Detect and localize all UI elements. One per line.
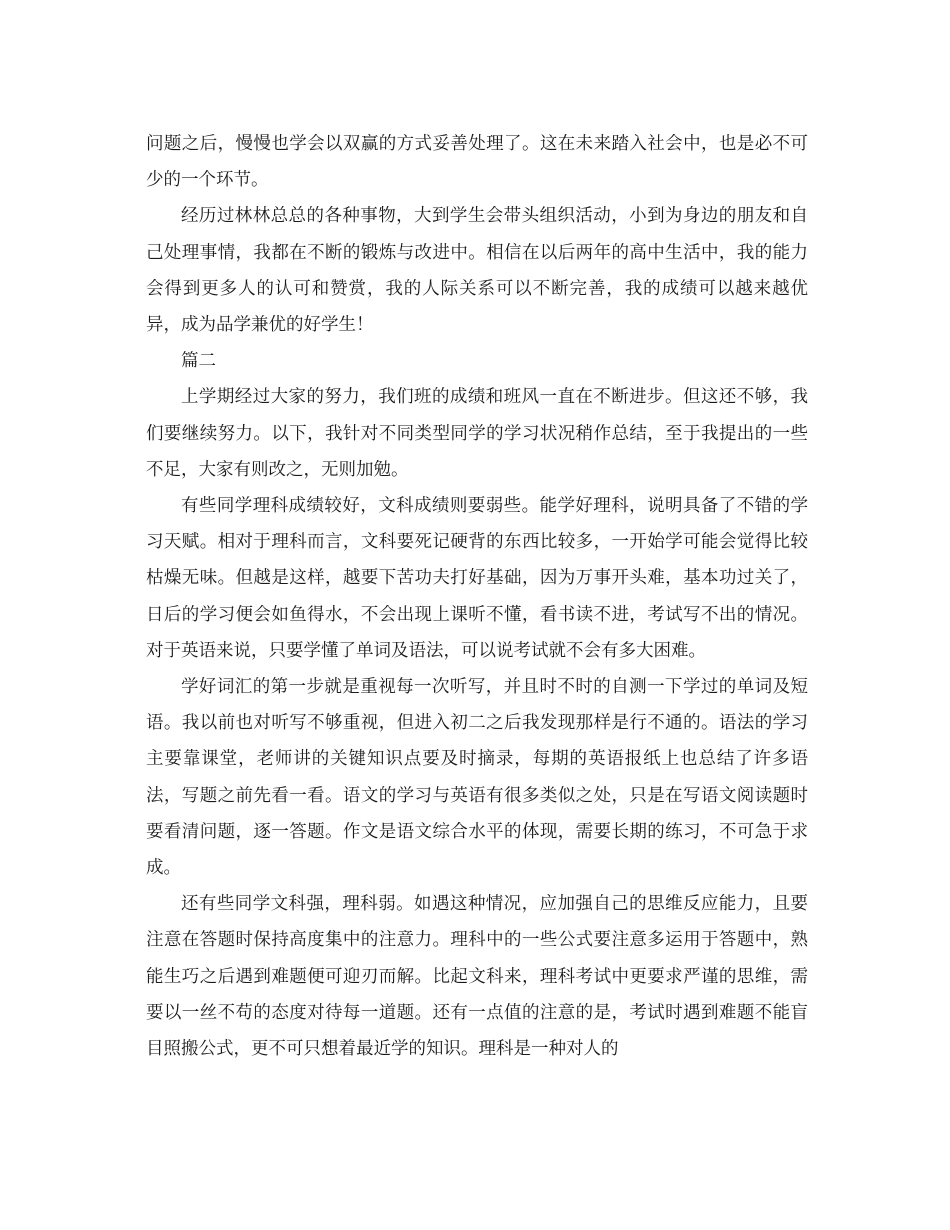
paragraph-science-strong: 有些同学理科成绩较好，文科成绩则要弱些。能学好理科，说明具备了不错的学习天赋。相对于理科而言，文科要死记硬背的东西比较多，一开始学可能会觉得比较枯燥无味。但越是这样，越要下苦功夫打好基础，因为万事开头难，基本功过关了，日后的学习便会如鱼得水，不会出现上课听不懂，看书读不进，考试写不出的情况。对于英语来说，只要学懂了单词及语法，可以说考试就不会有多大困难。	[146, 496, 808, 661]
paragraph-intro: 上学期经过大家的努力，我们班的成绩和班风一直在不断进步。但这还不够，我们要继续努力。以下，我针对不同类型同学的学习状况稍作总结，至于我提出的一些不足，大家有则改之，无则加勉。	[146, 387, 808, 480]
document-body	[146, 126, 808, 1067]
paragraph-experience: 经历过林林总总的各种事物，大到学生会带头组织活动，小到为身边的朋友和自己处理事情，我都在不断的锻炼与改进中。相信在以后两年的高中生活中，我的能力会得到更多人的认可和赞赏，我的人际关系可以不断完善，我的成绩可以越来越优异，成为品学兼优的好学生！	[146, 206, 808, 336]
paragraph-vocabulary: 学好词汇的第一步就是重视每一次听写，并且时不时的自测一下学过的单词及短语。我以前也对听写不够重视，但进入初二之后我发现那样是行不通的。语法的学习主要靠课堂，老师讲的关键知识点要及时摘录，每期的英语报纸上也总结了许多语法，写题之前先看一看。语文的学习与英语有很多类似之处，只是在写语文阅读题时要看清问题，逐一答题。作文是语文综合水平的体现，需要长期的练习，不可急于求成。	[146, 677, 808, 879]
paragraph-continuation: 问题之后，慢慢也学会以双赢的方式妥善处理了。这在未来踏入社会中，也是必不可少的一个环节。	[146, 134, 808, 191]
section-heading: 篇二	[181, 351, 216, 372]
paragraph-arts-strong: 还有些同学文科强，理科弱。如遇这种情况，应加强自己的思维反应能力，且要注意在答题时保持高度集中的注意力。理科中的一些公式要注意多运用于答题中，熟能生巧之后遇到难题便可迎刃而解。比起文科来，理科考试中更要求严谨的思维，需要以一丝不苟的态度对待每一道题。还有一点值的注意的是，考试时遇到难题不能盲目照搬公式，更不可只想着最近学的知识。理科是一种对人的	[146, 894, 808, 1060]
